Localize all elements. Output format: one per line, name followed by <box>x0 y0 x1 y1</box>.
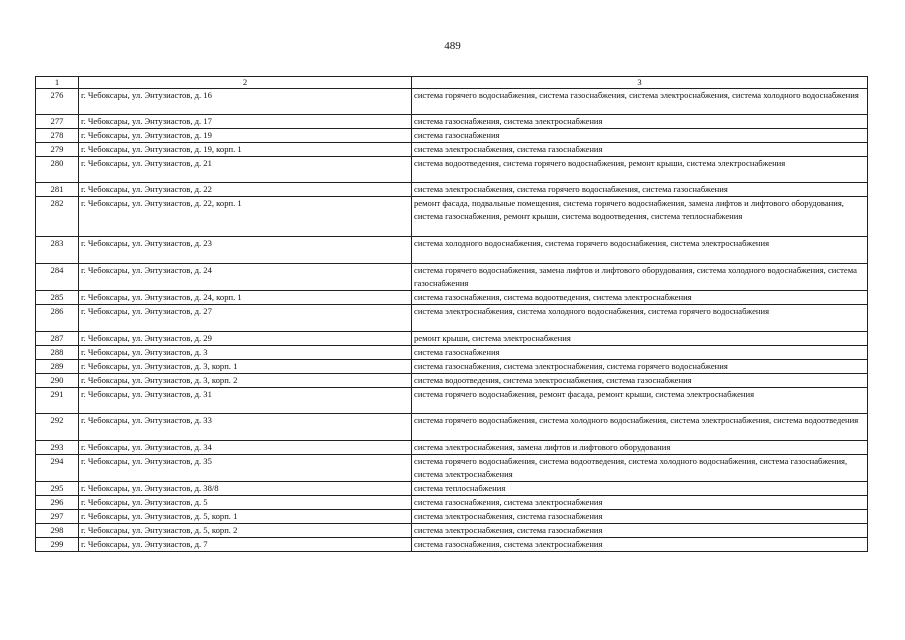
table-row <box>36 414 868 441</box>
table-row <box>36 482 868 496</box>
works-cell: ремонт фасада, подвальные помещения, система горячего водоснабжения, замена лифтов и лифтового оборудования, система газоснабжения, ремонт крыши, система водоотведения, система теплоснабжения <box>412 197 868 237</box>
works-cell: система газоснабжения, система водоотведения, система электроснабжения <box>412 291 868 305</box>
table-row <box>36 388 868 414</box>
row-number-cell: 292 <box>36 414 79 441</box>
row-number-cell: 285 <box>36 291 79 305</box>
row-number-cell: 288 <box>36 346 79 360</box>
table-row <box>36 510 868 524</box>
address-cell: г. Чебоксары, ул. Энтузиастов, д. 21 <box>79 157 412 183</box>
table-row <box>36 346 868 360</box>
works-cell: система газоснабжения <box>412 346 868 360</box>
address-cell: г. Чебоксары, ул. Энтузиастов, д. 5, корп. 2 <box>79 524 412 538</box>
row-number-cell: 276 <box>36 89 79 115</box>
address-cell: г. Чебоксары, ул. Энтузиастов, д. 24 <box>79 264 412 291</box>
works-cell: система горячего водоснабжения, ремонт фасада, ремонт крыши, система электроснабжения <box>412 388 868 414</box>
works-table <box>35 76 868 552</box>
address-cell: г. Чебоксары, ул. Энтузиастов, д. 5 <box>79 496 412 510</box>
address-cell: г. Чебоксары, ул. Энтузиастов, д. 38/8 <box>79 482 412 496</box>
address-cell: г. Чебоксары, ул. Энтузиастов, д. 3, корп. 2 <box>79 374 412 388</box>
address-cell: г. Чебоксары, ул. Энтузиастов, д. 22, корп. 1 <box>79 197 412 237</box>
row-number-cell: 291 <box>36 388 79 414</box>
table-row <box>36 524 868 538</box>
table-row <box>36 441 868 455</box>
address-cell: г. Чебоксары, ул. Энтузиастов, д. 31 <box>79 388 412 414</box>
works-cell: система электроснабжения, система горячего водоснабжения, система газоснабжения <box>412 183 868 197</box>
header-col-1: 1 <box>36 77 79 89</box>
table-row <box>36 197 868 237</box>
address-cell: г. Чебоксары, ул. Энтузиастов, д. 34 <box>79 441 412 455</box>
table-row <box>36 374 868 388</box>
address-cell: г. Чебоксары, ул. Энтузиастов, д. 17 <box>79 115 412 129</box>
table-row <box>36 291 868 305</box>
table-row <box>36 455 868 482</box>
table-row <box>36 89 868 115</box>
table-row <box>36 538 868 552</box>
row-number-cell: 284 <box>36 264 79 291</box>
row-number-cell: 290 <box>36 374 79 388</box>
row-number-cell: 280 <box>36 157 79 183</box>
address-cell: г. Чебоксары, ул. Энтузиастов, д. 3 <box>79 346 412 360</box>
row-number-cell: 279 <box>36 143 79 157</box>
table-row <box>36 332 868 346</box>
row-number-cell: 286 <box>36 305 79 332</box>
address-cell: г. Чебоксары, ул. Энтузиастов, д. 29 <box>79 332 412 346</box>
table-row <box>36 183 868 197</box>
works-cell: система горячего водоснабжения, система холодного водоснабжения, система электроснабжения, система водоотведения <box>412 414 868 441</box>
address-cell: г. Чебоксары, ул. Энтузиастов, д. 16 <box>79 89 412 115</box>
table-row <box>36 360 868 374</box>
table-row <box>36 305 868 332</box>
works-cell: система электроснабжения, система газоснабжения <box>412 143 868 157</box>
table-row <box>36 129 868 143</box>
address-cell: г. Чебоксары, ул. Энтузиастов, д. 19, корп. 1 <box>79 143 412 157</box>
works-cell: система теплоснабжения <box>412 482 868 496</box>
address-cell: г. Чебоксары, ул. Энтузиастов, д. 27 <box>79 305 412 332</box>
works-cell: система электроснабжения, система газоснабжения <box>412 510 868 524</box>
works-cell: система горячего водоснабжения, система водоотведения, система холодного водоснабжения, система газоснабжения, система электроснабжения <box>412 455 868 482</box>
row-number-cell: 277 <box>36 115 79 129</box>
header-col-2: 2 <box>79 77 412 89</box>
works-cell: система холодного водоснабжения, система горячего водоснабжения, система электроснабжения <box>412 237 868 264</box>
works-cell: система водоотведения, система горячего водоснабжения, ремонт крыши, система электроснабжения <box>412 157 868 183</box>
address-cell: г. Чебоксары, ул. Энтузиастов, д. 23 <box>79 237 412 264</box>
row-number-cell: 297 <box>36 510 79 524</box>
row-number-cell: 293 <box>36 441 79 455</box>
address-cell: г. Чебоксары, ул. Энтузиастов, д. 7 <box>79 538 412 552</box>
works-cell: система газоснабжения, система электроснабжения <box>412 538 868 552</box>
row-number-cell: 282 <box>36 197 79 237</box>
row-number-cell: 281 <box>36 183 79 197</box>
table-row <box>36 237 868 264</box>
table-header <box>36 77 868 89</box>
row-number-cell: 298 <box>36 524 79 538</box>
table-row <box>36 115 868 129</box>
row-number-cell: 299 <box>36 538 79 552</box>
row-number-cell: 287 <box>36 332 79 346</box>
address-cell: г. Чебоксары, ул. Энтузиастов, д. 24, корп. 1 <box>79 291 412 305</box>
page-number: 489 <box>444 40 461 52</box>
table-row <box>36 496 868 510</box>
row-number-cell: 278 <box>36 129 79 143</box>
works-cell: система электроснабжения, замена лифтов и лифтового оборудования <box>412 441 868 455</box>
address-cell: г. Чебоксары, ул. Энтузиастов, д. 5, корп. 1 <box>79 510 412 524</box>
works-cell: система горячего водоснабжения, замена лифтов и лифтового оборудования, система холодного водоснабжения, система газоснабжения <box>412 264 868 291</box>
works-cell: система электроснабжения, система холодного водоснабжения, система горячего водоснабжения <box>412 305 868 332</box>
table-row <box>36 264 868 291</box>
works-cell: система горячего водоснабжения, система газоснабжения, система электроснабжения, система холодного водоснабжения <box>412 89 868 115</box>
table-body <box>36 89 868 552</box>
header-row <box>36 77 868 89</box>
works-cell: система газоснабжения <box>412 129 868 143</box>
address-cell: г. Чебоксары, ул. Энтузиастов, д. 35 <box>79 455 412 482</box>
row-number-cell: 289 <box>36 360 79 374</box>
works-cell: система газоснабжения, система электроснабжения <box>412 496 868 510</box>
row-number-cell: 294 <box>36 455 79 482</box>
address-cell: г. Чебоксары, ул. Энтузиастов, д. 19 <box>79 129 412 143</box>
table-row <box>36 157 868 183</box>
address-cell: г. Чебоксары, ул. Энтузиастов, д. 33 <box>79 414 412 441</box>
row-number-cell: 296 <box>36 496 79 510</box>
row-number-cell: 283 <box>36 237 79 264</box>
table-row <box>36 143 868 157</box>
address-cell: г. Чебоксары, ул. Энтузиастов, д. 22 <box>79 183 412 197</box>
address-cell: г. Чебоксары, ул. Энтузиастов, д. 3, корп. 1 <box>79 360 412 374</box>
row-number-cell: 295 <box>36 482 79 496</box>
works-cell: система электроснабжения, система газоснабжения <box>412 524 868 538</box>
works-cell: система газоснабжения, система электроснабжения <box>412 115 868 129</box>
works-cell: система газоснабжения, система электроснабжения, система горячего водоснабжения <box>412 360 868 374</box>
works-cell: ремонт крыши, система электроснабжения <box>412 332 868 346</box>
works-cell: система водоотведения, система электроснабжения, система газоснабжения <box>412 374 868 388</box>
header-col-3: 3 <box>412 77 868 89</box>
